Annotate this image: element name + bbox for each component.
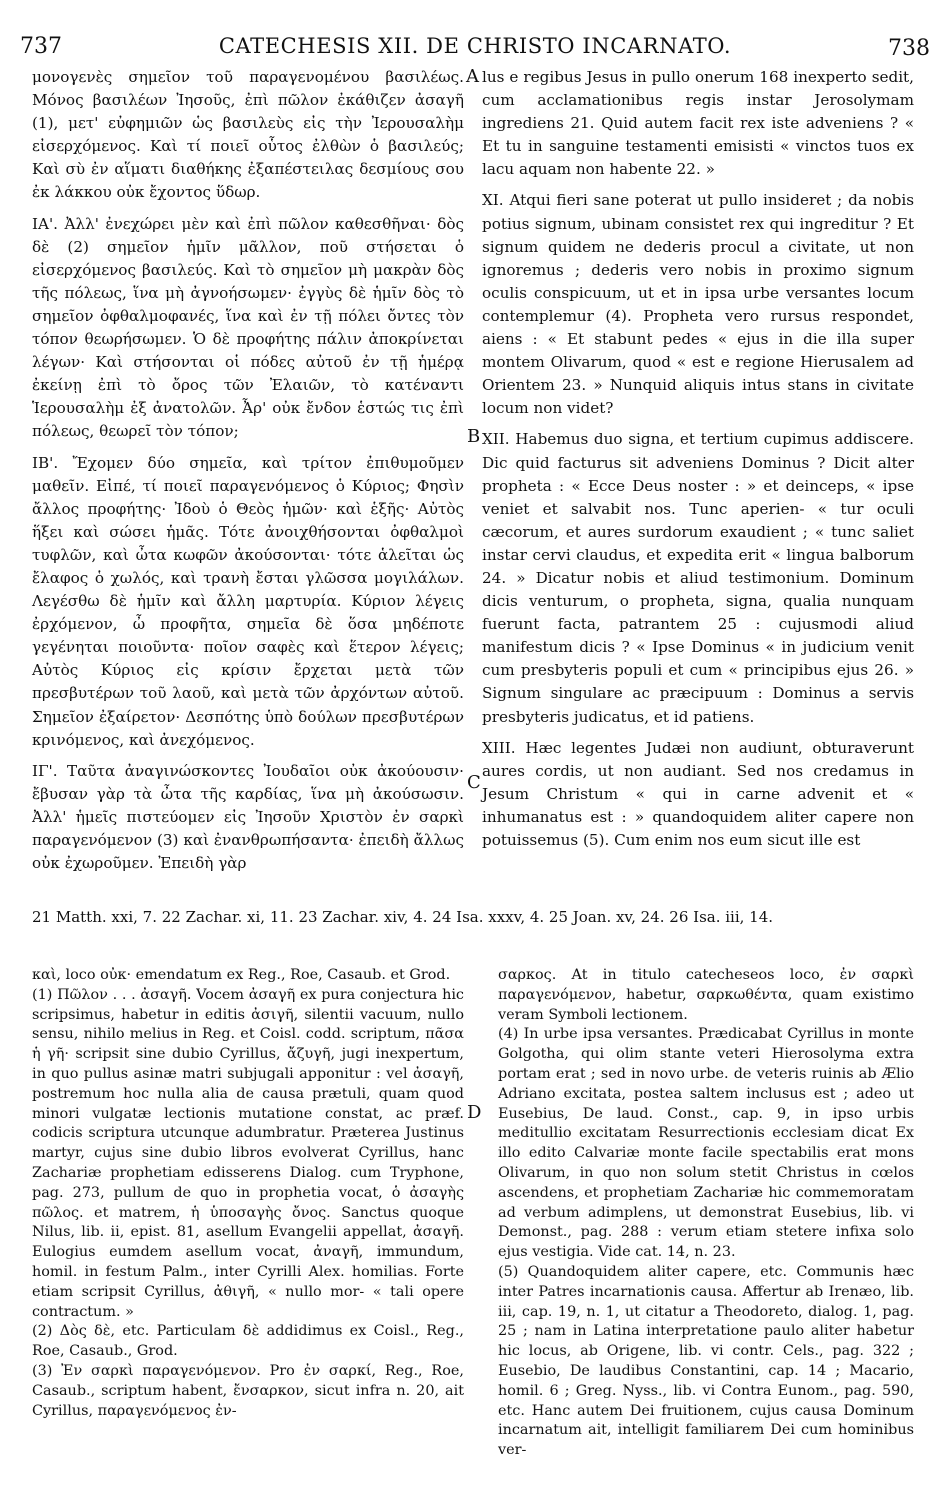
margin-marker-b: B [467, 426, 481, 447]
page-number-left: 737 [20, 34, 62, 59]
footnote: καὶ, loco οὐκ· emendatum ex Reg., Roe, Casaub. et Grod. [32, 967, 451, 983]
latin-column [482, 66, 914, 852]
latin-paragraph: lus e regibus Jesus in pullo onerum 168 inexperto sedit, cum acclamationibus regis instar Jerosolymam ingrediens 21. Quid autem facit rex iste adveniens ? « Et tu in sanguine testamenti emisisti « vinctos tuos ex lacu aquam non habente 22. » [482, 68, 914, 179]
greek-paragraph: μονογενὲς σημεῖον τοῦ παραγενομένου βασιλέως. Μόνος βασιλέων Ἰησοῦς, ἐπὶ πῶλον ἐκάθιζεν ἀσαγῆ (1), μετ' εὐφημιῶν ὡς βασιλεὺς εἰς τὴν Ἰερουσαλὴμ εἰσερχόμενος. Καὶ τί ποιεῖ οὗτος ἐλθὼν ὁ βασιλεύς; Καὶ σὺ ἐν αἵματι διαθήκης ἐξαπέστειλας δεσμίους σου ἐκ λάκκου οὐκ ἔχοντος ὕδωρ. [32, 68, 464, 202]
greek-paragraph: ΙΑ'. Ἀλλ' ἐνεχώρει μὲν καὶ ἐπὶ πῶλον καθεσθῆναι· δὸς δὲ (2) σημεῖον ἡμῖν μᾶλλον, ποῦ στήσεται ὁ εἰσερχόμενος βασιλεύς. Καὶ τὸ σημεῖον μὴ μακρὰν δὸς τῆς πόλεως, ἵνα μὴ ἀγνοήσωμεν· ἐγγὺς δὲ ἡμῖν δὸς τὸ σημεῖον ὀφθαλμοφανές, ἵνα καὶ ἐν τῇ πόλει ὄντες τὸν τόπον θεωρήσωμεν. Ὁ δὲ προφήτης πάλιν ἀποκρίνεται λέγων· Καὶ στήσονται οἱ πόδες αὐτοῦ ἐν τῇ ἡμέρᾳ ἐκείνῃ ἐπὶ τὸ ὄρος τῶν Ἐλαιῶν, τὸ κατέναντι Ἱερουσαλὴμ ἐξ ἀνατολῶν. Ἆρ' οὐκ ἔνδον ἑστώς τις ἐπὶ πόλεως, θεωρεῖ τὸν τόπον; [32, 214, 464, 441]
latin-paragraph: XI. Atqui fieri sane poterat ut pullo insideret ; da nobis potius signum, ubinam consistet rex qui ingreditur ? Et signum quidem ne dederis procul a civitate, ut non ignoremus ; dederis vero nobis in proximo signum oculis conspicuum, ut et in ipsa urbe versantes locum contemplemur (4). Propheta vero rursus respondet, aiens : « Et stabunt pedes « ejus in die illa super montem Olivarum, quod « est e regione Hierusalem ad Orientem 23. » Nunquid aliquis intus stans in civitate locum non videt? [482, 191, 914, 418]
footnotes-right [498, 966, 914, 1461]
latin-paragraph: XIII. Hæc legentes Judæi non audiunt, obturaverunt aures cordis, ut non audiant. Sed nos credamus in Jesum Christum « qui in carne advenit et « inhumanatus est : » quandoquidem aliter capere non potuissemus (5). Cum enim nos eum sicut ille est [482, 738, 914, 849]
footnote: (1) Πῶλον . . . ἀσαγῆ. Vocem ἀσαγῆ ex pura conjectura hic scripsimus, habetur in editis ἀσιγῆ, silentii vacuum, nullo sensu, nihilo melius in Reg. et Coisl. codd. scriptum, πᾶσα ἡ γῆ· scripsit sine dubio Cyrillus, ἄζυγῆ, jugi inexpertum, in quo pullus asinæ matri subjugali apponitur : vel ἀσαγῆ, postremum hoc nulla alia de causa prætuli, quam quod minori vulgatæ lectionis mutatione constat, ac præf. codicis scriptura utcunque adumbratur. Præterea Justinus martyr, cujus sine dubio libros evolverat Cyrillus, hanc Zachariæ prophetiam edisserens Dialog. cum Tryphone, pag. 273, pullum de quo in prophetia vocat, ὁ ἀσαγὴς πῶλος. et matrem, ἡ ὑποσαγὴς ὄνος. Sanctus quoque Nilus, lib. ii, epist. 81, asellum Evangelii appellat, ἀσαγῆ. Eulogius eumdem asellum vocat, ἀναγῆ, immundum, homil. in festum Palm., inter Cyrilli Alex. homilias. Forte etiam scripsit Cyrillus, ἀθιγῆ, « nullo mor- « tali opere contractum. » [32, 986, 464, 1320]
footnote: (5) Quandoquidem aliter capere, etc. Communis hæc inter Patres incarnationis causa. Affertur ab Irenæo, lib. iii, cap. 19, n. 1, ut citatur a Theodoreto, dialog. 1, pag. 25 ; nam in Latina interpretatione paulo aliter habetur hic locus, ab Origene, lib. vi contr. Cels., pag. 322 ; Eusebio, De laudibus Constantini, cap. 14 ; Macario, homil. 6 ; Greg. Nyss., lib. vi Contra Eunom., pag. 590, etc. Hanc autem Dei fruitionem, cujus causa Dominum incarnatum ait, intelligit familiarem Dei cum hominibus ver- [498, 1263, 914, 1459]
footnote: (3) Ἐν σαρκὶ παραγενόμενον. Pro ἐν σαρκί, Reg., Roe, Casaub., scriptum habent, ἔνσαρκον, sicut infra n. 20, ait Cyrillus, παραγενόμενος ἐν- [32, 1362, 464, 1419]
footnote: σαρκος. At in titulo catecheseos loco, ἐν σαρκὶ παραγενόμενον, habetur, σαρκωθέντα, quam existimo veram Symboli lectionem. [498, 967, 914, 1023]
scripture-references: 21 Matth. xxi, 7. 22 Zachar. xi, 11. 23 Zachar. xiv, 4. 24 Isa. xxxv, 4. 25 Joan. xv, 24. 26 Isa. iii, 14. [32, 908, 774, 926]
margin-marker-c: C [467, 772, 481, 793]
footnotes-left [32, 966, 464, 1421]
greek-paragraph: ΙΒ'. Ἔχομεν δύο σημεῖα, καὶ τρίτον ἐπιθυμοῦμεν μαθεῖν. Εἰπέ, τί ποιεῖ παραγενόμενος ὁ Κύριος; Φησὶν ἄλλος προφήτης· Ἰδοὺ ὁ Θεὸς ἡμῶν· καὶ ἑξῆς· Αὐτὸς ἥξει καὶ σώσει ἡμᾶς. Τότε ἀνοιχθήσονται ὀφθαλμοὶ τυφλῶν, καὶ ὦτα κωφῶν ἀκούσονται· τότε ἁλεῖται ὡς ἔλαφος ὁ χωλός, καὶ τρανὴ ἔσται γλῶσσα μογιλάλων. Λεγέσθω δὲ ἡμῖν καὶ ἄλλη μαρτυρία. Κύριον λέγεις ἐρχόμενον, ὦ προφῆτα, σημεῖα δὲ ὅσα μηδέποτε γεγένηται ποιοῦντα· ποῖον σαφὲς καὶ ἕτερον λέγεις; Αὐτὸς Κύριος εἰς κρίσιν ἔρχεται μετὰ τῶν πρεσβυτέρων τοῦ λαοῦ, καὶ μετὰ τῶν ἀρχόντων αὐτοῦ. Σημεῖον ἐξαίρετον· Δεσπότης ὑπὸ δούλων πρεσβυτέρων κρινόμενος, καὶ ἀνεχόμενος. [32, 453, 464, 749]
latin-paragraph: XII. Habemus duo signa, et tertium cupimus addiscere. Dic quid facturus sit adveniens Dominus ? Dicit alter propheta : « Ecce Deus noster : » et deinceps, « ipse veniet et salvabit nos. Tunc aperien- « tur oculi cæcorum, et aures surdorum exaudient ; « tunc saliet instar cervi claudus, et expedita erit « lingua balborum 24. » Dicatur nobis et aliud testimonium. Dominum dicis venturum, o propheta, signa, qualia nunquam fuerunt facta, patrantem 25 : cujusmodi aliud manifestum dicis ? « Ipse Dominus « in judicium venit cum presbyteris populi et cum « principibus ejus 26. » Signum singulare ac præcipuum : Dominus a servis presbyteris judicatus, et id patiens. [482, 430, 914, 726]
greek-column [32, 66, 464, 875]
margin-marker-a: A [466, 66, 479, 87]
margin-marker-d: D [467, 1102, 482, 1123]
footnote: (2) Δὸς δὲ, etc. Particulam δὲ addidimus ex Coisl., Reg., Roe, Casaub., Grod. [32, 1323, 464, 1360]
greek-paragraph: ΙΓ'. Ταῦτα ἀναγινώσκοντες Ἰουδαῖοι οὐκ ἀκούουσιν· ἔβυσαν γὰρ τὰ ὦτα τῆς καρδίας, ἵνα μὴ ἀκούσωσιν. Ἀλλ' ἡμεῖς πιστεύομεν εἰς Ἰησοῦν Χριστὸν ἐν σαρκὶ παραγενόμενον (3) καὶ ἐνανθρωπήσαντα· ἐπειδὴ ἄλλως οὐκ ἐχωροῦμεν. Ἐπειδὴ γὰρ [32, 761, 464, 873]
page-number-right: 738 [888, 36, 930, 61]
running-header [20, 34, 930, 64]
running-title: CATECHESIS XII. DE CHRISTO INCARNATO. [218, 34, 732, 58]
footnote: (4) In urbe ipsa versantes. Prædicabat Cyrillus in monte Golgotha, qui olim stante veteri Hierosolyma extra portam erat ; sed in novo urbe. de veteris ruinis ab Ælio Adriano excitata, postea saltem inclusus est ; adeo ut Eusebius, De laud. Const., cap. 9, in ipso urbis meditullio excitatam Resurrectionis ecclesiam dicat Ex illo edito Calvariæ monte facile spectabilis erat mons Olivarum, in quo non solum stetit Christus in cœlos ascendens, et prophetiam Zachariæ hic commemoratam ad verbum adimplens, ut demonstrat Eusebius, lib. vi Demonst., pag. 288 : verum etiam stetere infixa solo ejus vestigia. Vide cat. 14, n. 23. [498, 1026, 914, 1261]
